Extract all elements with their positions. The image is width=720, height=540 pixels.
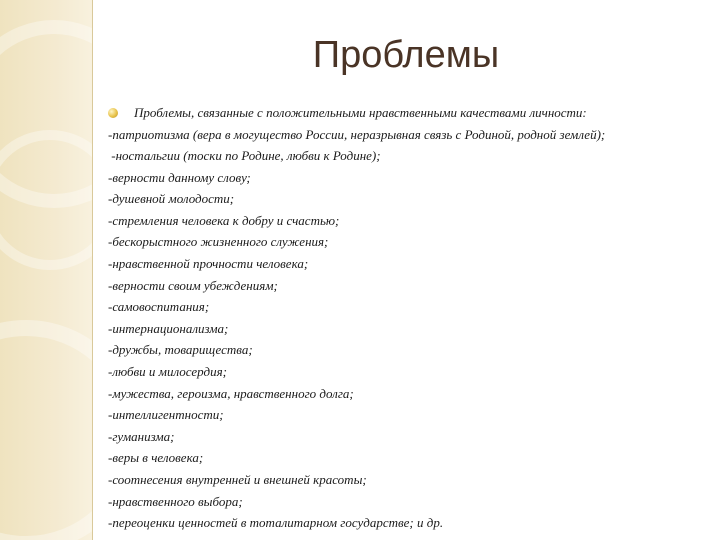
list-item: -бескорыстного жизненного служения; bbox=[108, 234, 329, 250]
list-item: -нравственного выбора; bbox=[108, 493, 243, 509]
list-item: -любви и милосердия; bbox=[108, 364, 227, 380]
decorative-ring bbox=[0, 320, 92, 540]
side-divider bbox=[92, 0, 93, 540]
list-item: -дружбы, товарищества; bbox=[108, 342, 253, 358]
list-item: -нравственной прочности человека; bbox=[108, 256, 309, 272]
list-item: -веры в человека; bbox=[108, 450, 204, 466]
list-item: -патриотизма (вера в могущество России, неразрывная связь с Родиной, родной землей); bbox=[108, 126, 606, 142]
decorative-ring bbox=[0, 130, 92, 270]
list-item: -самовоспитания; bbox=[108, 299, 210, 315]
list-item: -стремления человека к добру и счастью; bbox=[108, 212, 340, 228]
list-item: -верности своим убеждениям; bbox=[108, 277, 278, 293]
bullet-heading: Проблемы, связанные с положительными нравственными качествами личности: bbox=[134, 105, 587, 120]
list-item: -верности данному слову; bbox=[108, 169, 251, 185]
decorative-side-band bbox=[0, 0, 92, 540]
slide-title: Проблемы bbox=[312, 34, 500, 76]
list-item: -гуманизма; bbox=[108, 428, 175, 444]
list-item: -переоценки ценностей в тоталитарном государстве; и др. bbox=[108, 515, 444, 531]
list-item: -соотнесения внутренней и внешней красоты; bbox=[108, 472, 367, 487]
list-item: -интернационализма; bbox=[108, 320, 229, 336]
list-item: -ностальгии (тоски по Родине, любви к Родине); bbox=[108, 148, 381, 164]
slide-content bbox=[108, 102, 708, 534]
bullet-icon bbox=[108, 108, 118, 118]
list-item: -интеллигентности; bbox=[108, 407, 224, 423]
bullet-heading-line bbox=[108, 102, 708, 124]
list-item: -душевной молодости; bbox=[108, 191, 235, 207]
list-item: -мужества, героизма, нравственного долга; bbox=[108, 385, 354, 401]
